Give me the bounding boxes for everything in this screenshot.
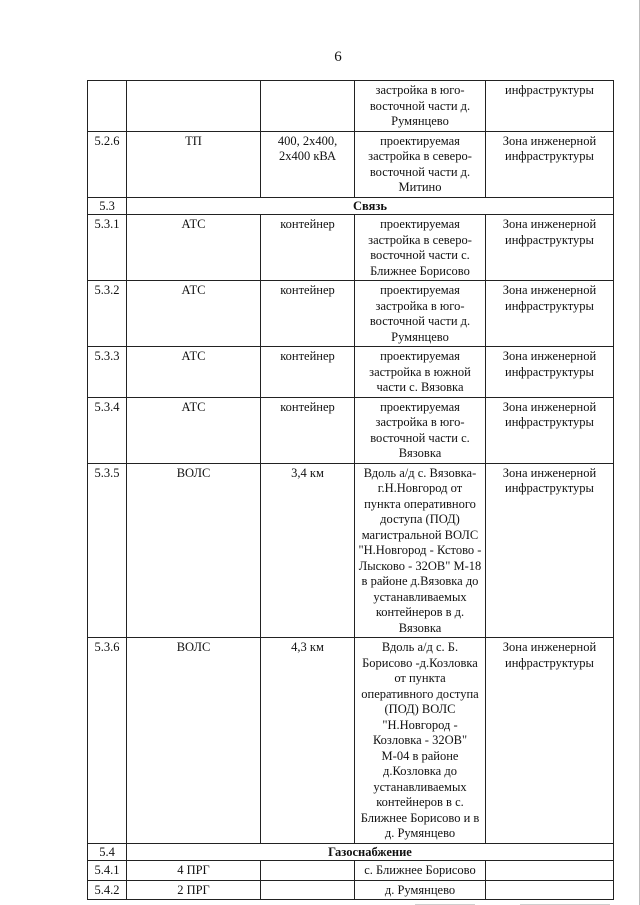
- parameter-cell: [261, 880, 355, 900]
- object-cell: [127, 81, 261, 132]
- table-row: [88, 463, 614, 638]
- item-number: 5.4.2: [88, 880, 127, 900]
- page-number: 6: [334, 49, 342, 65]
- zone-cell: Зона инженерной инфраструктуры: [486, 215, 614, 281]
- object-cell: 4 ПРГ: [127, 861, 261, 881]
- parameter-cell: 4,3 км: [261, 638, 355, 844]
- object-cell: 2 ПРГ: [127, 880, 261, 900]
- section-number: 5.4: [88, 843, 127, 861]
- parameter-cell: контейнер: [261, 281, 355, 347]
- zone-cell: Зона инженерной инфраструктуры: [486, 463, 614, 638]
- item-number: 5.3.1: [88, 215, 127, 281]
- location-cell: проектируемая застройка в северо-восточной части д. Митино: [355, 131, 486, 197]
- section-title: Связь: [127, 197, 614, 215]
- item-number: 5.3.2: [88, 281, 127, 347]
- parameter-cell: контейнер: [261, 215, 355, 281]
- table-row: [88, 397, 614, 463]
- item-number: [88, 81, 127, 132]
- item-number: 5.3.3: [88, 347, 127, 398]
- table-body: [88, 81, 614, 900]
- table-row: [88, 347, 614, 398]
- location-cell: проектируемая застройка в северо-восточной части с. Ближнее Борисово: [355, 215, 486, 281]
- item-number: 5.3.4: [88, 397, 127, 463]
- zone-cell: Зона инженерной инфраструктуры: [486, 397, 614, 463]
- table-row: [88, 281, 614, 347]
- section-row: [88, 843, 614, 861]
- parameter-cell: 400, 2х400, 2х400 кВА: [261, 131, 355, 197]
- location-cell: проектируемая застройка в южной части с. Вязовка: [355, 347, 486, 398]
- location-cell: Вдоль а/д с. Б. Борисово -д.Козловка от пункта оперативного доступа (ПОД) ВОЛС "Н.Новгород - Козловка - 32ОВ" М-04 в районе д.Козловка до устанавливаемых контейнеров в с. Ближнее Борисово и в д. Румянцево: [355, 638, 486, 844]
- location-cell: проектируемая застройка в юго-восточной части с. Вязовка: [355, 397, 486, 463]
- item-number: 5.3.6: [88, 638, 127, 844]
- table-row: [88, 861, 614, 881]
- table-row: [88, 215, 614, 281]
- location-cell: проектируемая застройка в юго-восточной части д. Румянцево: [355, 281, 486, 347]
- table-row: [88, 131, 614, 197]
- zone-cell: [486, 861, 614, 881]
- parameter-cell: контейнер: [261, 347, 355, 398]
- location-cell: застройка в юго-восточной части д. Румянцево: [355, 81, 486, 132]
- table-row: [88, 880, 614, 900]
- object-cell: ВОЛС: [127, 638, 261, 844]
- parameter-cell: [261, 861, 355, 881]
- location-cell: с. Ближнее Борисово: [355, 861, 486, 881]
- section-number: 5.3: [88, 197, 127, 215]
- section-title: Газоснабжение: [127, 843, 614, 861]
- location-cell: Вдоль а/д с. Вязовка-г.Н.Новгород от пункта оперативного доступа (ПОД) магистральной ВОЛС "Н.Новгород - Кстово - Лысково - 32ОВ" М-18 в районе д.Вязовка до устанавливаемых контейнеров в д. Вязовка: [355, 463, 486, 638]
- item-number: 5.3.5: [88, 463, 127, 638]
- object-cell: АТС: [127, 281, 261, 347]
- object-cell: АТС: [127, 347, 261, 398]
- zone-cell: Зона инженерной инфраструктуры: [486, 638, 614, 844]
- parameter-cell: 3,4 км: [261, 463, 355, 638]
- section-row: [88, 197, 614, 215]
- parameter-cell: контейнер: [261, 397, 355, 463]
- infrastructure-table: [87, 80, 614, 900]
- object-cell: ВОЛС: [127, 463, 261, 638]
- zone-cell: инфраструктуры: [486, 81, 614, 132]
- zone-cell: Зона инженерной инфраструктуры: [486, 347, 614, 398]
- zone-cell: Зона инженерной инфраструктуры: [486, 281, 614, 347]
- parameter-cell: [261, 81, 355, 132]
- object-cell: ТП: [127, 131, 261, 197]
- object-cell: АТС: [127, 215, 261, 281]
- zone-cell: [486, 880, 614, 900]
- table-row: [88, 638, 614, 844]
- item-number: 5.4.1: [88, 861, 127, 881]
- item-number: 5.2.6: [88, 131, 127, 197]
- location-cell: д. Румянцево: [355, 880, 486, 900]
- table-row: [88, 81, 614, 132]
- zone-cell: Зона инженерной инфраструктуры: [486, 131, 614, 197]
- object-cell: АТС: [127, 397, 261, 463]
